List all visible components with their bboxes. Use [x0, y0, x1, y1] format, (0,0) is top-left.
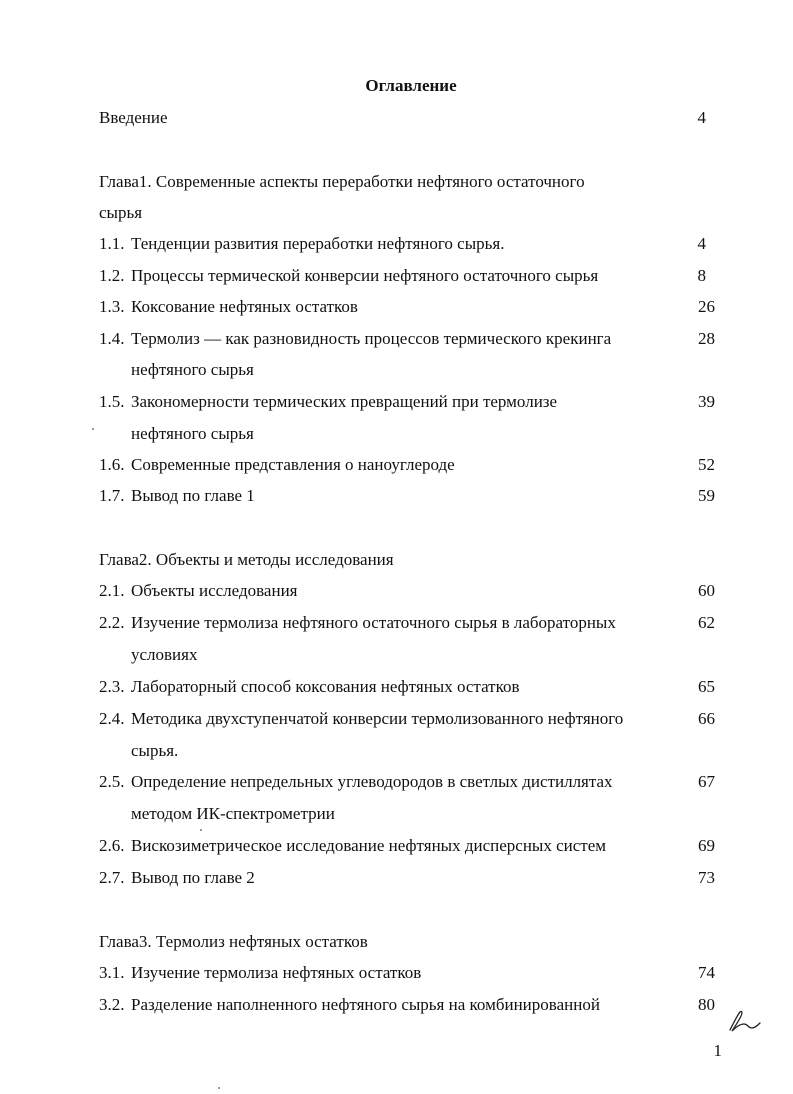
- toc-entry-page: 66: [698, 709, 715, 728]
- toc-entry-page: 60: [698, 581, 715, 600]
- scan-speck: [92, 428, 94, 430]
- toc-entry-number: 1.1.: [99, 234, 125, 253]
- toc-entry-text-cont: методом ИК-спектрометрии: [131, 804, 335, 823]
- toc-entry-number: 1.5.: [99, 392, 125, 411]
- toc-entry-text: Определение непредельных углеводородов в светлых дистиллятах: [131, 772, 613, 791]
- toc-entry-text-cont: нефтяного сырья: [131, 360, 254, 379]
- toc-entry-text-cont: условиях: [131, 645, 198, 664]
- toc-entry-page: 4: [697, 234, 706, 253]
- toc-entry-text: Термолиз — как разновидность процессов термического крекинга: [131, 329, 612, 348]
- toc-entry-number: 2.2.: [99, 613, 125, 632]
- toc-entry-text: Изучение термолиза нефтяных остатков: [131, 963, 422, 982]
- page-number: 1: [713, 1041, 722, 1060]
- toc-entry-page: 26: [698, 297, 715, 316]
- toc-entry-page: 73: [698, 868, 715, 887]
- toc-entry-number: 3.2.: [99, 995, 125, 1014]
- toc-entry-number: 3.1.: [99, 963, 125, 982]
- toc-entry-text: Разделение наполненного нефтяного сырья на комбинированной: [131, 995, 600, 1014]
- toc-entry-number: 2.3.: [99, 677, 125, 696]
- toc-entry-page: 52: [698, 455, 715, 474]
- chapter-heading-text: Глава3. Термолиз нефтяных остатков: [99, 932, 368, 951]
- toc-entry-text: Процессы термической конверсии нефтяного остаточного сырья: [131, 266, 599, 285]
- toc-entry-page: 67: [698, 772, 715, 791]
- toc-entry-number: 1.7.: [99, 486, 125, 505]
- toc-entry-number: 2.6.: [99, 836, 125, 855]
- toc-entry-text: Изучение термолиза нефтяного остаточного сырья в лабораторных: [131, 613, 616, 632]
- scan-speck: [218, 1087, 220, 1089]
- toc-entry-text: Лабораторный способ коксования нефтяных остатков: [131, 677, 520, 696]
- toc-entry-text: Методика двухступенчатой конверсии термолизованного нефтяного: [131, 709, 624, 728]
- toc-entry-text: Введение: [99, 108, 168, 127]
- toc-entry-text-cont: сырья.: [131, 741, 179, 760]
- toc-entry-page: 8: [697, 266, 706, 285]
- toc-entry-number: 1.3.: [99, 297, 125, 316]
- chapter-heading-text: Глава1. Современные аспекты переработки нефтяного остаточного: [99, 172, 585, 191]
- toc-entry-page: 4: [697, 108, 706, 127]
- toc-entry-text: Коксование нефтяных остатков: [131, 297, 358, 316]
- toc-entry-text: Вывод по главе 1: [131, 486, 255, 505]
- scan-speck: [200, 829, 202, 831]
- toc-entry-number: 1.4.: [99, 329, 125, 348]
- toc-entry-text: Современные представления о наноуглероде: [131, 455, 455, 474]
- toc-entry-text: Закономерности термических превращений при термолизе: [131, 392, 558, 411]
- toc-entry-text-cont: нефтяного сырья: [131, 424, 254, 443]
- toc-entry-page: 28: [698, 329, 715, 348]
- toc-entry-number: 2.4.: [99, 709, 125, 728]
- toc-entry-number: 2.7.: [99, 868, 125, 887]
- toc-entry-page: 39: [698, 392, 715, 411]
- toc-entry-number: 1.2.: [99, 266, 125, 285]
- handwritten-signature-icon: [726, 1008, 762, 1034]
- toc-entry-number: 2.1.: [99, 581, 125, 600]
- toc-title: Оглавление: [365, 76, 457, 95]
- toc-entry-page: 62: [698, 613, 715, 632]
- toc-entry-text: Тенденции развития переработки нефтяного сырья.: [131, 234, 505, 253]
- toc-entry-page: 69: [698, 836, 715, 855]
- toc-entry-number: 2.5.: [99, 772, 125, 791]
- chapter-heading-text-cont: сырья: [99, 203, 143, 222]
- toc-entry-page: 80: [698, 995, 715, 1014]
- chapter-heading-text: Глава2. Объекты и методы исследования: [99, 550, 394, 569]
- toc-entry-text: Вывод по главе 2: [131, 868, 255, 887]
- toc-entry-page: 74: [698, 963, 715, 982]
- toc-entry-number: 1.6.: [99, 455, 125, 474]
- toc-entry-text: Вискозиметрическое исследование нефтяных дисперсных систем: [131, 836, 607, 855]
- toc-entry-page: 59: [698, 486, 715, 505]
- toc-entry-text: Объекты исследования: [131, 581, 298, 600]
- toc-entry-page: 65: [698, 677, 715, 696]
